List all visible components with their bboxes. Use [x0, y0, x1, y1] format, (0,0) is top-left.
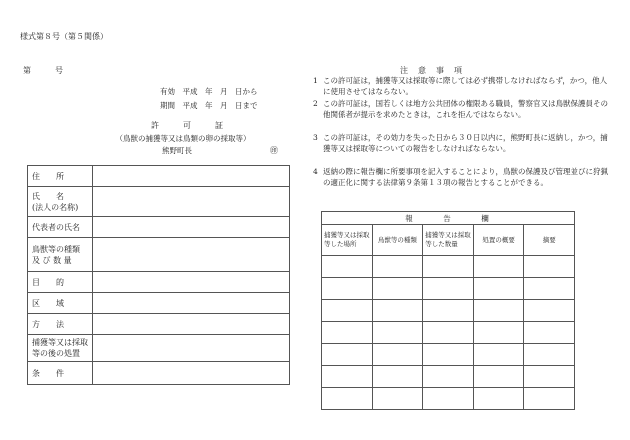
report-cell[interactable] [372, 344, 423, 366]
application-row-value[interactable] [93, 272, 290, 293]
notes-title: 注 意 事 項 [400, 66, 463, 75]
note-text: この許可証は，捕獲等又は採取等に際しては必ず携帯しなければならず，かつ，他人に使用させてはならない。 [323, 76, 608, 96]
application-row [28, 293, 290, 314]
note-item [313, 75, 613, 97]
report-cell[interactable] [322, 388, 373, 410]
application-row-label: 鳥獣等の種類 及 び 数 量 [28, 238, 93, 272]
report-cell[interactable] [473, 322, 524, 344]
report-cell[interactable] [372, 366, 423, 388]
application-row-label: 住 所 [28, 166, 93, 187]
report-cell[interactable] [372, 322, 423, 344]
report-table [321, 211, 575, 410]
application-row [28, 238, 290, 272]
report-cell[interactable] [473, 344, 524, 366]
application-row-value[interactable] [93, 166, 290, 187]
report-cell[interactable] [372, 278, 423, 300]
application-row-label: 方 法 [28, 314, 93, 335]
report-cell[interactable] [372, 256, 423, 278]
report-cell[interactable] [524, 344, 575, 366]
note-number: 2 [313, 99, 318, 108]
report-row [322, 322, 575, 344]
application-row-value[interactable] [93, 293, 290, 314]
note-number: 3 [313, 133, 318, 142]
report-row [322, 388, 575, 410]
report-cell[interactable] [524, 366, 575, 388]
application-row-value[interactable] [93, 314, 290, 335]
note-item [313, 98, 613, 120]
application-row-label: 区 域 [28, 293, 93, 314]
note-text: 返納の際に報告欄に所要事項を記入することにより，鳥獣の保護及び管理並びに狩猟の適正化に関する法律第９条第１３項の報告とすることができる。 [323, 167, 608, 187]
application-row-label: 目 的 [28, 272, 93, 293]
seal-mark: ㊞ [270, 146, 278, 155]
application-row-label: 条 件 [28, 362, 93, 385]
application-row [28, 217, 290, 238]
report-row [322, 300, 575, 322]
report-row [322, 278, 575, 300]
permit-subtitle: （鳥獣の捕獲等又は鳥類の卵の採取等） [115, 134, 251, 143]
report-cell[interactable] [524, 300, 575, 322]
report-cell[interactable] [423, 344, 474, 366]
report-cell[interactable] [423, 256, 474, 278]
report-cell[interactable] [524, 278, 575, 300]
report-header-place: 捕獲等又は採取等した場所 [322, 225, 373, 256]
report-cell[interactable] [322, 300, 373, 322]
report-cell[interactable] [423, 388, 474, 410]
application-table [27, 165, 290, 385]
application-row [28, 335, 290, 362]
report-cell[interactable] [524, 256, 575, 278]
application-row [28, 187, 290, 217]
report-header-species: 鳥獣等の種類 [372, 225, 423, 256]
application-row-label: 氏 名 (法人の名称) [28, 187, 93, 217]
application-row [28, 166, 290, 187]
application-row [28, 272, 290, 293]
report-cell[interactable] [372, 388, 423, 410]
permit-issuer: 熊野町長 [162, 146, 192, 155]
application-row [28, 362, 290, 385]
report-cell[interactable] [524, 322, 575, 344]
report-cell[interactable] [473, 388, 524, 410]
report-row [322, 366, 575, 388]
report-cell[interactable] [473, 256, 524, 278]
report-title: 報 告 欄 [322, 212, 575, 225]
application-row-value[interactable] [93, 217, 290, 238]
note-text: この許可証は，国若しくは地方公共団体の権限ある職員，警察官又は鳥獣保護員その他関係者が提示を求めたときは，これを拒んではならない。 [323, 99, 608, 119]
application-row-value[interactable] [93, 335, 290, 362]
report-cell[interactable] [322, 278, 373, 300]
report-header-quantity: 捕獲等又は採取等した数量 [423, 225, 474, 256]
application-row-label: 代表者の氏名 [28, 217, 93, 238]
application-row-value[interactable] [93, 187, 290, 217]
report-header-remarks: 摘要 [524, 225, 575, 256]
report-cell[interactable] [473, 300, 524, 322]
application-row-value[interactable] [93, 362, 290, 385]
report-cell[interactable] [322, 344, 373, 366]
note-number: 4 [313, 167, 318, 176]
permit-title: 許 可 証 [151, 121, 223, 130]
report-cell[interactable] [322, 366, 373, 388]
report-cell[interactable] [372, 300, 423, 322]
report-cell[interactable] [473, 278, 524, 300]
application-row-value[interactable] [93, 238, 290, 272]
note-item [313, 166, 613, 188]
application-row-label: 捕獲等又は採取 等の後の処置 [28, 335, 93, 362]
report-cell[interactable] [423, 366, 474, 388]
report-cell[interactable] [524, 388, 575, 410]
report-cell[interactable] [473, 366, 524, 388]
report-cell[interactable] [322, 256, 373, 278]
form-number: 様式第８号（第５関係） [20, 32, 108, 41]
note-number: 1 [313, 76, 318, 85]
report-cell[interactable] [423, 300, 474, 322]
validity-from: 有効 平成 年 月 日から [160, 87, 258, 96]
report-cell[interactable] [322, 322, 373, 344]
report-cell[interactable] [423, 322, 474, 344]
report-row [322, 344, 575, 366]
permit-number-label: 第 号 [23, 66, 63, 75]
note-item [313, 132, 613, 154]
application-row [28, 314, 290, 335]
report-row [322, 256, 575, 278]
note-text: この許可証は，その効力を失った日から３０日以内に，熊野町長に返納し，かつ，捕獲等又は採取等についての報告をしなければならない。 [323, 133, 608, 153]
report-cell[interactable] [423, 278, 474, 300]
validity-to: 期間 平成 年 月 日まで [160, 101, 258, 110]
report-header-disposal: 処置の概要 [473, 225, 524, 256]
